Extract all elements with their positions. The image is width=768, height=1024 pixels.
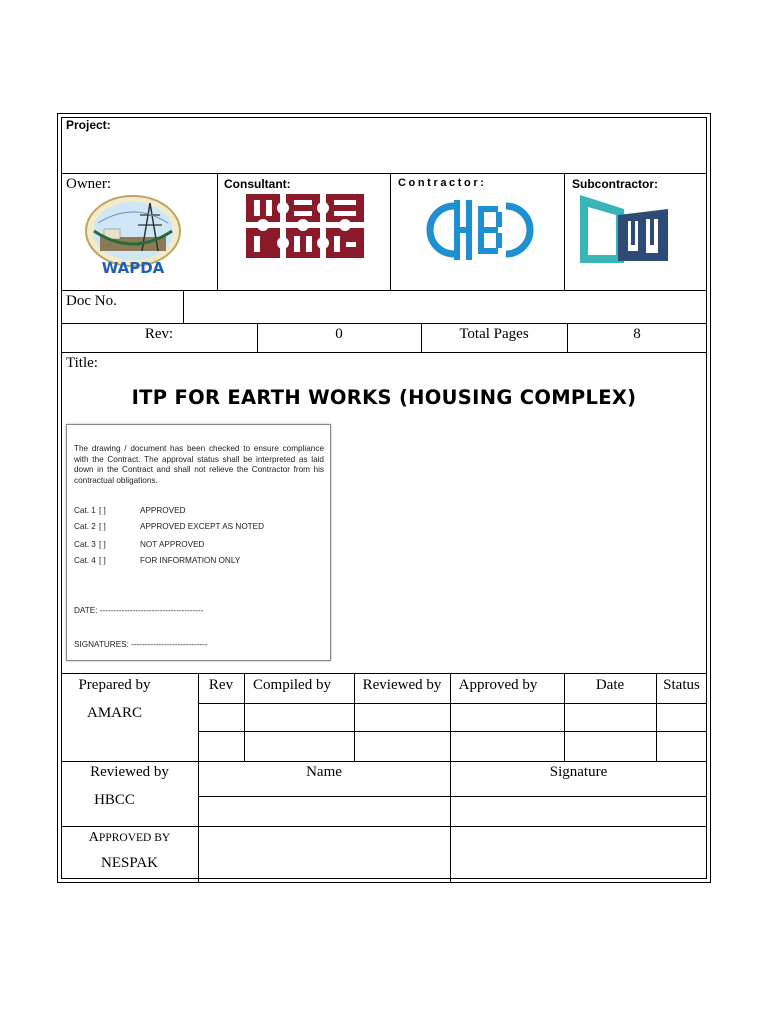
divider-title	[61, 673, 707, 674]
doc-no-label: Doc No.	[66, 293, 117, 309]
hbcc-logo	[424, 194, 536, 266]
stamp-date-line: DATE: --------------------------------------	[74, 606, 204, 615]
divider-rev	[61, 352, 707, 353]
contractor-label: Contractor:	[398, 177, 487, 189]
approval-stamp	[66, 424, 331, 661]
divider-logos	[61, 290, 707, 291]
reviewed-by-label: Reviewed by	[90, 764, 169, 780]
signature-label: Signature	[549, 764, 608, 780]
divider-review-row	[198, 796, 707, 797]
stamp-cat-label: Cat. 4	[74, 556, 96, 565]
wapda-logo	[80, 193, 186, 281]
approved-by-value: NESPAK	[101, 855, 158, 871]
rev-value: 0	[335, 326, 343, 342]
approved-by-initial: A	[88, 830, 99, 845]
stamp-cat-label: Cat. 3	[74, 540, 96, 549]
name-label: Name	[306, 764, 342, 780]
header-approved-by: Approved by	[458, 677, 538, 693]
stamp-checkbox: [ ]	[99, 506, 106, 515]
stamp-cat-label: Cat. 1	[74, 506, 96, 515]
divider-review	[61, 761, 707, 762]
prepared-by-value: AMARC	[86, 705, 142, 721]
project-label: Project:	[66, 118, 111, 132]
title-label: Title:	[66, 355, 98, 371]
stamp-status: APPROVED	[140, 506, 186, 515]
header-status: Status	[663, 677, 700, 693]
stamp-status: NOT APPROVED	[140, 540, 205, 549]
divider-consultant-contractor	[390, 173, 391, 290]
stamp-status: FOR INFORMATION ONLY	[140, 556, 241, 565]
divider-approval-row1	[198, 703, 707, 704]
subcontractor-label: Subcontractor:	[572, 177, 659, 191]
stamp-checkbox: [ ]	[99, 556, 106, 565]
owner-label: Owner:	[66, 176, 111, 192]
divider-approval-row2	[198, 731, 707, 732]
stamp-cat-label: Cat. 2	[74, 522, 96, 531]
wapda-logo-text: WAPDA	[101, 259, 165, 277]
stamp-signatures-line: SIGNATURES: ----------------------------	[74, 640, 208, 649]
subcontractor-logo	[578, 193, 670, 265]
total-pages-value: 8	[633, 326, 641, 342]
divider-owner-consultant	[217, 173, 218, 290]
header-rev: Rev	[208, 677, 234, 693]
rev-label: Rev:	[144, 326, 174, 342]
stamp-checkbox: [ ]	[99, 540, 106, 549]
header-reviewed-by: Reviewed by	[362, 677, 442, 693]
header-compiled-by: Compiled by	[253, 677, 331, 693]
divider-contractor-subcontractor	[564, 173, 565, 290]
stamp-checkbox: [ ]	[99, 522, 106, 531]
divider-docno	[61, 323, 707, 324]
divider-project	[61, 173, 707, 174]
stamp-status: APPROVED EXCEPT AS NOTED	[140, 522, 265, 531]
header-prepared-by: Prepared by	[78, 677, 151, 693]
divider-approved	[61, 826, 707, 827]
header-date: Date	[595, 677, 625, 693]
document-title: ITP FOR EARTH WORKS (HOUSING COMPLEX)	[131, 386, 637, 409]
divider-docno-value	[183, 290, 184, 323]
total-pages-label: Total Pages	[459, 326, 529, 342]
reviewed-by-value: HBCC	[94, 792, 135, 808]
approved-by-rest: PPROVED BY	[98, 832, 171, 844]
consultant-label: Consultant:	[224, 177, 291, 191]
nespak-logo	[246, 194, 364, 258]
approved-by-label	[61, 828, 198, 846]
stamp-paragraph: The drawing / document has been checked to ensure compliance with the Contract. The approval status shall be interpreted as laid down in the Contract and shall not relieve the Contractor from his contractual obligations.	[74, 444, 324, 485]
